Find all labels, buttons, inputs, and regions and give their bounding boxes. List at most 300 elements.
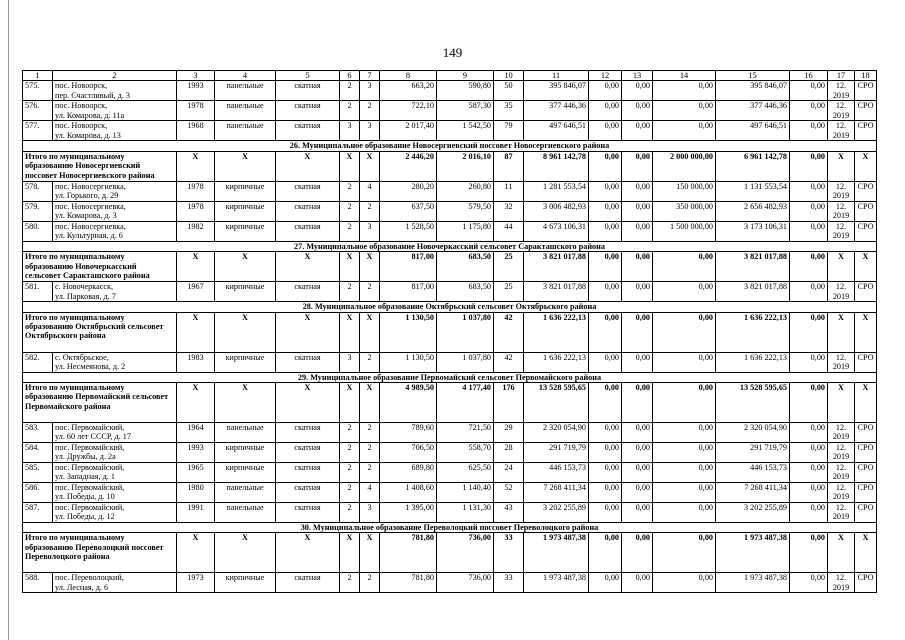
total-cell: 3 821 017,88 xyxy=(716,252,790,282)
table-cell: скатная xyxy=(276,81,340,101)
table-cell: 0,00 xyxy=(622,483,653,503)
table-cell: 637,50 xyxy=(380,201,437,221)
table-cell: 0,00 xyxy=(589,101,622,121)
table-cell: 2 xyxy=(360,101,380,121)
total-cell: Х xyxy=(215,151,276,181)
table-cell: 0,00 xyxy=(790,101,828,121)
table-row xyxy=(23,463,877,483)
table-cell: 0,00 xyxy=(790,443,828,463)
total-cell: 0,00 xyxy=(653,252,716,282)
table-cell: 0,00 xyxy=(589,503,622,523)
table-cell: 44 xyxy=(494,221,524,241)
table-cell: 0,00 xyxy=(622,443,653,463)
table-cell: 12. 2019 xyxy=(828,201,855,221)
row-number: 578. xyxy=(23,181,53,201)
table-cell: 1993 xyxy=(177,81,215,101)
table-cell: 2 320 054,90 xyxy=(716,423,790,443)
total-row xyxy=(23,151,877,181)
table-cell: 0,00 xyxy=(622,423,653,443)
column-header: 14 xyxy=(653,71,716,81)
total-cell: Х xyxy=(855,252,877,282)
total-cell: 0,00 xyxy=(790,312,828,352)
table-cell: 689,80 xyxy=(380,463,437,483)
table-cell: СРО xyxy=(855,483,877,503)
total-cell: Х xyxy=(177,252,215,282)
total-cell: 0,00 xyxy=(653,383,716,423)
total-cell: Х xyxy=(360,533,380,573)
table-cell: панельные xyxy=(215,101,276,121)
address-cell: пос. Первомайский, ул. 60 лет СССР, д. 17 xyxy=(53,423,177,443)
address-cell: пос. Новосергиевка, ул. Комарова, д. 3 xyxy=(53,201,177,221)
table-cell: скатная xyxy=(276,352,340,372)
total-row xyxy=(23,312,877,352)
total-cell: 13 528 595,65 xyxy=(716,383,790,423)
table-cell: 28 xyxy=(494,443,524,463)
table-cell: 3 173 106,31 xyxy=(716,221,790,241)
table-cell: кирпичные xyxy=(215,201,276,221)
row-number: 585. xyxy=(23,463,53,483)
table-cell: кирпичные xyxy=(215,352,276,372)
total-cell: 1 973 487,38 xyxy=(524,533,589,573)
table-cell: 0,00 xyxy=(622,181,653,201)
table-cell: 1978 xyxy=(177,101,215,121)
table-cell: 1973 xyxy=(177,573,215,593)
table-cell: 0,00 xyxy=(653,121,716,141)
table-cell: 0,00 xyxy=(653,423,716,443)
total-cell: 13 528 595,65 xyxy=(524,383,589,423)
table-cell: СРО xyxy=(855,201,877,221)
total-cell: Х xyxy=(276,312,340,352)
table-cell: 2 xyxy=(360,573,380,593)
total-cell: 0,00 xyxy=(790,533,828,573)
table-cell: скатная xyxy=(276,221,340,241)
table-cell: 0,00 xyxy=(589,463,622,483)
total-cell: 42 xyxy=(494,312,524,352)
table-cell: 12. 2019 xyxy=(828,423,855,443)
table-cell: 52 xyxy=(494,483,524,503)
address-cell: пос. Новоорск, ул. Комарова, д. 13 xyxy=(53,121,177,141)
total-cell: 8 961 142,78 xyxy=(524,151,589,181)
table-cell: 0,00 xyxy=(790,121,828,141)
table-cell: СРО xyxy=(855,463,877,483)
table-cell: 1964 xyxy=(177,423,215,443)
table-cell: 0,00 xyxy=(622,221,653,241)
section-heading-row xyxy=(23,141,877,151)
total-cell: Х xyxy=(177,151,215,181)
table-cell: 2 xyxy=(360,282,380,302)
column-header: 8 xyxy=(380,71,437,81)
table-row xyxy=(23,352,877,372)
total-label: Итого по муниципальному образованию Новосергиевский поссовет Новосергиевского района xyxy=(23,151,177,181)
total-cell: Х xyxy=(340,533,360,573)
total-row xyxy=(23,533,877,573)
total-cell: Х xyxy=(360,312,380,352)
total-cell: Х xyxy=(215,383,276,423)
total-cell: 33 xyxy=(494,533,524,573)
table-cell: 2 xyxy=(340,483,360,503)
table-cell: СРО xyxy=(855,101,877,121)
table-cell: 1983 xyxy=(177,352,215,372)
table-cell: скатная xyxy=(276,463,340,483)
table-cell: 395 846,07 xyxy=(524,81,589,101)
total-cell: Х xyxy=(855,533,877,573)
total-cell: Х xyxy=(828,252,855,282)
table-cell: СРО xyxy=(855,503,877,523)
total-cell: 1 037,80 xyxy=(437,312,494,352)
total-cell: Х xyxy=(340,151,360,181)
table-row xyxy=(23,101,877,121)
total-cell: Х xyxy=(855,151,877,181)
row-number: 580. xyxy=(23,221,53,241)
table-cell: 497 646,51 xyxy=(716,121,790,141)
column-header: 10 xyxy=(494,71,524,81)
table-cell: 2 xyxy=(340,101,360,121)
table-cell: 2 xyxy=(360,463,380,483)
table-row xyxy=(23,221,877,241)
table-cell: 3 xyxy=(360,121,380,141)
table-cell: 0,00 xyxy=(653,81,716,101)
column-header: 15 xyxy=(716,71,790,81)
total-cell: Х xyxy=(340,252,360,282)
table-cell: 2 xyxy=(340,201,360,221)
table-cell: 2 xyxy=(340,463,360,483)
row-number: 575. xyxy=(23,81,53,101)
table-cell: 497 646,51 xyxy=(524,121,589,141)
table-cell: 0,00 xyxy=(653,463,716,483)
total-cell: 6 961 142,78 xyxy=(716,151,790,181)
total-cell: Х xyxy=(828,383,855,423)
table-cell: 0,00 xyxy=(589,201,622,221)
table-cell: 12. 2019 xyxy=(828,282,855,302)
table-cell: 35 xyxy=(494,101,524,121)
table-cell: 1 281 553,54 xyxy=(524,181,589,201)
section-heading-row xyxy=(23,302,877,312)
table-cell: 721,50 xyxy=(437,423,494,443)
table-cell: 3 xyxy=(340,352,360,372)
table-cell: 150 000,00 xyxy=(653,181,716,201)
table-cell: 0,00 xyxy=(589,423,622,443)
table-cell: 0,00 xyxy=(790,201,828,221)
table-cell: скатная xyxy=(276,443,340,463)
table-cell: 79 xyxy=(494,121,524,141)
column-header: 1 xyxy=(23,71,53,81)
address-cell: пос. Новосергиевка, ул. Горького, д. 29 xyxy=(53,181,177,201)
total-cell: 781,80 xyxy=(380,533,437,573)
table-cell: 7 268 411,34 xyxy=(716,483,790,503)
total-cell: 176 xyxy=(494,383,524,423)
header-row xyxy=(23,71,877,81)
table-cell: 280,20 xyxy=(380,181,437,201)
table-cell: СРО xyxy=(855,121,877,141)
table-cell: 42 xyxy=(494,352,524,372)
table-cell: 0,00 xyxy=(790,423,828,443)
table-cell: 446 153,73 xyxy=(716,463,790,483)
column-header: 18 xyxy=(855,71,877,81)
table-cell: 12. 2019 xyxy=(828,573,855,593)
section-heading-row xyxy=(23,372,877,382)
total-cell: Х xyxy=(855,312,877,352)
total-cell: 0,00 xyxy=(622,151,653,181)
total-cell: 0,00 xyxy=(589,383,622,423)
total-cell: 736,00 xyxy=(437,533,494,573)
total-label: Итого по муниципальному образованию Переволоцкий поссовет Переволоцкого района xyxy=(23,533,177,573)
total-label: Итого по муниципальному образованию Первомайский сельсовет Первомайского района xyxy=(23,383,177,423)
table-cell: 3 xyxy=(340,121,360,141)
table-cell: 2 xyxy=(340,181,360,201)
total-cell: 0,00 xyxy=(653,312,716,352)
total-cell: Х xyxy=(855,383,877,423)
table-cell: СРО xyxy=(855,282,877,302)
total-cell: 4 177,40 xyxy=(437,383,494,423)
table-row xyxy=(23,181,877,201)
table-cell: 0,00 xyxy=(589,282,622,302)
table-cell: 12. 2019 xyxy=(828,81,855,101)
table-cell: СРО xyxy=(855,181,877,201)
total-label: Итого по муниципальному образованию Новочеркасский сельсовет Саракташского района xyxy=(23,252,177,282)
table-cell: 2 xyxy=(360,201,380,221)
table-cell: 3 xyxy=(360,81,380,101)
table-cell: кирпичные xyxy=(215,221,276,241)
total-cell: Х xyxy=(828,533,855,573)
total-cell: 4 989,50 xyxy=(380,383,437,423)
address-cell: пос. Новоорск, пер. Счастливый, д. 3 xyxy=(53,81,177,101)
table-cell: 1 408,60 xyxy=(380,483,437,503)
table-cell: 446 153,73 xyxy=(524,463,589,483)
section-heading: 28. Муниципальное образование Октябрьский сельсовет Октябрьского района xyxy=(23,302,877,312)
table-cell: 3 xyxy=(360,503,380,523)
table-cell: 0,00 xyxy=(622,81,653,101)
table-cell: 2 xyxy=(340,573,360,593)
page-number: 149 xyxy=(442,45,463,60)
total-row xyxy=(23,252,877,282)
table-cell: 0,00 xyxy=(589,443,622,463)
table-cell: 291 719,79 xyxy=(524,443,589,463)
table-cell: 0,00 xyxy=(653,282,716,302)
table-row xyxy=(23,443,877,463)
table-cell: 1993 xyxy=(177,443,215,463)
table-cell: 350 000,00 xyxy=(653,201,716,221)
total-cell: Х xyxy=(215,252,276,282)
total-cell: 25 xyxy=(494,252,524,282)
address-cell: пос. Первомайский, ул. Победы, д. 12 xyxy=(53,503,177,523)
address-cell: пос. Новосергиевка, ул. Культурная, д. 6 xyxy=(53,221,177,241)
table-cell: 590,80 xyxy=(437,81,494,101)
total-cell: Х xyxy=(360,151,380,181)
table-cell: 2 xyxy=(360,352,380,372)
table-cell: 3 xyxy=(360,221,380,241)
table-cell: 0,00 xyxy=(790,503,828,523)
table-cell: 32 xyxy=(494,201,524,221)
table-cell: 3 821 017,88 xyxy=(524,282,589,302)
table-cell: СРО xyxy=(855,423,877,443)
table-cell: 0,00 xyxy=(653,352,716,372)
row-number: 582. xyxy=(23,352,53,372)
address-cell: пос. Первомайский, ул. Дружбы, д. 2а xyxy=(53,443,177,463)
table-cell: 1 500 000,00 xyxy=(653,221,716,241)
total-cell: Х xyxy=(360,252,380,282)
table-cell: 4 xyxy=(360,181,380,201)
section-heading-row xyxy=(23,523,877,533)
total-cell: Х xyxy=(828,151,855,181)
column-header: 5 xyxy=(276,71,340,81)
column-header: 17 xyxy=(828,71,855,81)
total-label: Итого по муниципальному образованию Октябрьский сельсовет Октябрьского района xyxy=(23,312,177,352)
table-cell: 0,00 xyxy=(589,352,622,372)
total-cell: 683,50 xyxy=(437,252,494,282)
table-cell: 1 973 487,38 xyxy=(716,573,790,593)
table-cell: 1991 xyxy=(177,503,215,523)
table-cell: 663,20 xyxy=(380,81,437,101)
table-cell: 2 xyxy=(340,443,360,463)
column-header: 9 xyxy=(437,71,494,81)
row-number: 586. xyxy=(23,483,53,503)
table-cell: 0,00 xyxy=(653,503,716,523)
table-cell: 11 xyxy=(494,181,524,201)
total-cell: 1 636 222,13 xyxy=(716,312,790,352)
table-cell: скатная xyxy=(276,573,340,593)
table-cell: 33 xyxy=(494,573,524,593)
table-cell: кирпичные xyxy=(215,573,276,593)
column-header: 12 xyxy=(589,71,622,81)
table-cell: 706,50 xyxy=(380,443,437,463)
table-cell: 1965 xyxy=(177,463,215,483)
total-cell: 87 xyxy=(494,151,524,181)
table-cell: 0,00 xyxy=(790,483,828,503)
table-cell: 1 140,40 xyxy=(437,483,494,503)
table-cell: СРО xyxy=(855,573,877,593)
column-header: 6 xyxy=(340,71,360,81)
table-cell: 12. 2019 xyxy=(828,463,855,483)
table-row xyxy=(23,282,877,302)
table-cell: скатная xyxy=(276,423,340,443)
table-row xyxy=(23,423,877,443)
table-cell: 4 673 106,31 xyxy=(524,221,589,241)
table-cell: 0,00 xyxy=(622,463,653,483)
total-cell: 0,00 xyxy=(589,533,622,573)
table-cell: 12. 2019 xyxy=(828,221,855,241)
scan-margin-line xyxy=(8,0,9,640)
table-cell: 25 xyxy=(494,282,524,302)
row-number: 577. xyxy=(23,121,53,141)
total-cell: 2 000 000,00 xyxy=(653,151,716,181)
table-cell: 587,30 xyxy=(437,101,494,121)
table-cell: 2 656 482,93 xyxy=(716,201,790,221)
total-cell: 0,00 xyxy=(589,312,622,352)
table-cell: СРО xyxy=(855,352,877,372)
total-cell: Х xyxy=(340,312,360,352)
table-cell: 12. 2019 xyxy=(828,443,855,463)
table-cell: кирпичные xyxy=(215,443,276,463)
table-cell: 2 017,40 xyxy=(380,121,437,141)
table-row xyxy=(23,503,877,523)
register-table xyxy=(22,70,877,593)
total-cell: 0,00 xyxy=(790,252,828,282)
table-cell: 817,00 xyxy=(380,282,437,302)
total-cell: 0,00 xyxy=(790,383,828,423)
table-cell: 0,00 xyxy=(790,573,828,593)
total-cell: 1 973 487,38 xyxy=(716,533,790,573)
table-row xyxy=(23,201,877,221)
table-cell: кирпичные xyxy=(215,282,276,302)
table-cell: 260,80 xyxy=(437,181,494,201)
table-cell: 2 xyxy=(340,503,360,523)
table-cell: 12. 2019 xyxy=(828,483,855,503)
table-cell: 0,00 xyxy=(653,101,716,121)
total-cell: 0,00 xyxy=(622,312,653,352)
total-cell: Х xyxy=(828,312,855,352)
table-cell: 1 130,50 xyxy=(380,352,437,372)
table-cell: 0,00 xyxy=(653,573,716,593)
section-heading: 29. Муниципальное образование Первомайский сельсовет Первомайского района xyxy=(23,372,877,382)
total-cell: 3 821 017,88 xyxy=(524,252,589,282)
table-cell: 2 xyxy=(340,81,360,101)
table-cell: СРО xyxy=(855,81,877,101)
total-cell: 1 636 222,13 xyxy=(524,312,589,352)
table-cell: 1 131,30 xyxy=(437,503,494,523)
total-cell: Х xyxy=(177,533,215,573)
total-cell: 0,00 xyxy=(589,252,622,282)
table-cell: 1 636 222,13 xyxy=(524,352,589,372)
column-header: 2 xyxy=(53,71,177,81)
table-cell: 0,00 xyxy=(790,221,828,241)
table-cell: 12. 2019 xyxy=(828,121,855,141)
table-cell: 12. 2019 xyxy=(828,503,855,523)
section-heading: 27. Муниципальное образование Новочеркасский сельсовет Саракташского района xyxy=(23,241,877,251)
table-cell: 1982 xyxy=(177,221,215,241)
table-row xyxy=(23,573,877,593)
total-cell: Х xyxy=(177,383,215,423)
table-cell: 558,70 xyxy=(437,443,494,463)
table-cell: кирпичные xyxy=(215,181,276,201)
table-cell: панельные xyxy=(215,121,276,141)
table-row xyxy=(23,483,877,503)
table-cell: 3 006 482,93 xyxy=(524,201,589,221)
table-cell: кирпичные xyxy=(215,463,276,483)
table-cell: 50 xyxy=(494,81,524,101)
table-cell: 291 719,79 xyxy=(716,443,790,463)
table-cell: 736,00 xyxy=(437,573,494,593)
row-number: 576. xyxy=(23,101,53,121)
table-cell: 1968 xyxy=(177,121,215,141)
total-cell: 817,00 xyxy=(380,252,437,282)
row-number: 588. xyxy=(23,573,53,593)
table-cell: 0,00 xyxy=(622,573,653,593)
column-header: 13 xyxy=(622,71,653,81)
table-cell: 12. 2019 xyxy=(828,352,855,372)
table-cell: 3 202 255,89 xyxy=(716,503,790,523)
total-cell: 0,00 xyxy=(653,533,716,573)
table-cell: 7 268 411,34 xyxy=(524,483,589,503)
section-heading-row xyxy=(23,241,877,251)
table-cell: 0,00 xyxy=(622,201,653,221)
table-cell: 0,00 xyxy=(790,352,828,372)
table-cell: СРО xyxy=(855,443,877,463)
total-cell: 0,00 xyxy=(622,383,653,423)
total-cell: 0,00 xyxy=(589,151,622,181)
total-cell: 0,00 xyxy=(790,151,828,181)
table-cell: 683,50 xyxy=(437,282,494,302)
column-header: 4 xyxy=(215,71,276,81)
total-cell: 1 130,50 xyxy=(380,312,437,352)
table-cell: панельные xyxy=(215,81,276,101)
total-cell: Х xyxy=(177,312,215,352)
table-cell: 377 446,36 xyxy=(716,101,790,121)
row-number: 583. xyxy=(23,423,53,443)
table-cell: 625,50 xyxy=(437,463,494,483)
total-cell: 2 446,20 xyxy=(380,151,437,181)
table-cell: 0,00 xyxy=(653,443,716,463)
register-body xyxy=(23,71,877,593)
